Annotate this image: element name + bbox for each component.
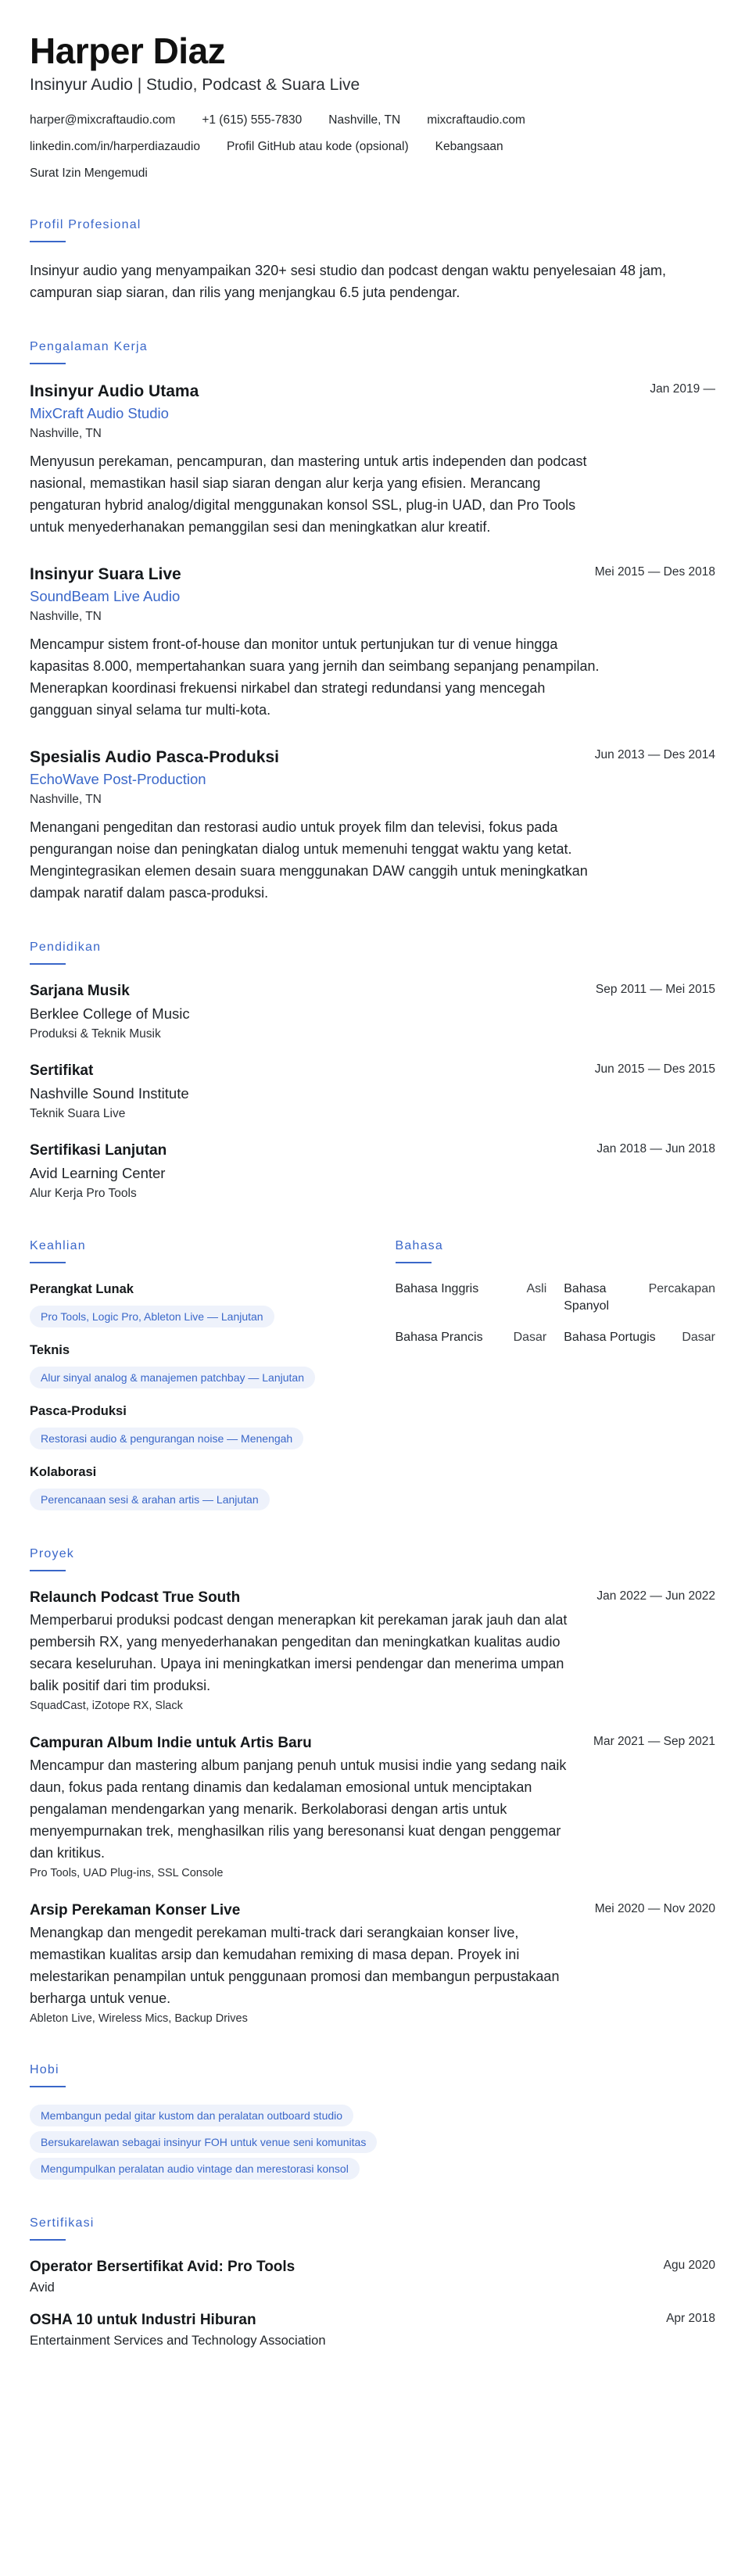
summary-section: [30, 217, 715, 303]
contact-github[interactable]: Profil GitHub atau kode (opsional): [227, 140, 409, 153]
skill-group: [30, 1403, 358, 1449]
hobby-chip: Bersukarelawan sebagai insinyur FOH untuk venue seni komunitas: [30, 2131, 377, 2153]
certification-date: Agu 2020: [663, 2259, 715, 2272]
section-title-languages: Bahasa: [395, 1239, 443, 1252]
skill-category: Pasca-Produksi: [30, 1404, 127, 1418]
job-description: Menyusun perekaman, pencampuran, dan mastering untuk artis independen dan podcast nasional, memastikan hasil siap siaran dengan alur kerja yang efisien. Merancang pengaturan hybrid analog/digital menggunakan konsol SSL, plug-in UAD, dan Pro Tools untuk menyederhanakan pemanggilan sesi dan meningkatkan alur kreatif.: [30, 453, 587, 535]
skill-category: Teknis: [30, 1343, 70, 1357]
job-company: MixCraft Audio Studio: [30, 405, 169, 421]
language-name: Bahasa Inggris: [395, 1282, 479, 1295]
language-name: Bahasa Portugis: [564, 1331, 656, 1344]
education-item: [30, 1062, 715, 1123]
experience-dates: Jan 2019 —: [650, 382, 715, 396]
contact-location: Nashville, TN: [328, 113, 401, 127]
section-title-summary: Profil Profesional: [30, 218, 141, 231]
headline: Insinyur Audio | Studio, Podcast & Suara Live: [30, 76, 360, 94]
skill-category: Perangkat Lunak: [30, 1282, 134, 1296]
contact-nationality: Kebangsaan: [435, 140, 503, 153]
certification-date: Apr 2018: [666, 2312, 715, 2325]
section-divider: [30, 363, 66, 364]
education-field: Produksi & Teknik Musik: [30, 1027, 161, 1041]
languages-section: [396, 1238, 716, 1510]
language-name: Bahasa Prancis: [395, 1331, 483, 1344]
projects-section: [30, 1546, 715, 2026]
language-level: Dasar: [513, 1331, 547, 1344]
education-section: [30, 940, 715, 1202]
project-tech: Pro Tools, UAD Plug-ins, SSL Console: [30, 1867, 224, 1879]
project-tech: Ableton Live, Wireless Mics, Backup Drives: [30, 2012, 248, 2025]
project-title: Arsip Perekaman Konser Live: [30, 1902, 241, 1919]
experience-item: [30, 747, 715, 904]
project-description: Menangkap dan mengedit perekaman multi-track dari serangkaian konser live, memastikan kualitas arsip dan kemudahan remixing di masa depan. Proyek ini melestarikan penampilan untuk penggunaan promosi dan membangun perpustakaan berharga untuk venue.: [30, 1925, 560, 2006]
job-description: Menangani pengeditan dan restorasi audio untuk proyek film dan televisi, fokus pada pengurangan noise dan peningkatan dialog untuk memenuhi tenggat waktu yang ketat. Mengintegrasikan elemen desain suara menggunakan DAW canggih untuk meningkatkan dampak naratif dalam pasca-produksi.: [30, 819, 588, 901]
language-level: Percakapan: [648, 1282, 715, 1295]
section-divider: [396, 1262, 432, 1263]
certification-issuer: Entertainment Services and Technology Association: [30, 2334, 326, 2348]
education-degree: Sarjana Musik: [30, 983, 130, 999]
skill-category: Kolaborasi: [30, 1465, 97, 1479]
education-degree: Sertifikasi Lanjutan: [30, 1142, 167, 1159]
project-tech: SquadCast, iZotope RX, Slack: [30, 1700, 183, 1712]
section-title-education: Pendidikan: [30, 940, 102, 954]
education-school: Berklee College of Music: [30, 1005, 190, 1022]
education-item: [30, 982, 715, 1043]
section-divider: [30, 2086, 66, 2087]
project-title: Campuran Album Indie untuk Artis Baru: [30, 1735, 312, 1751]
language-item: [396, 1281, 547, 1315]
experience-section: [30, 339, 715, 904]
skills-languages-row: [30, 1238, 715, 1510]
section-title-projects: Proyek: [30, 1547, 74, 1560]
job-title: Spesialis Audio Pasca-Produksi: [30, 748, 279, 766]
job-location: Nashville, TN: [30, 610, 102, 623]
summary-text: Insinyur audio yang menyampaikan 320+ sesi studio dan podcast dengan waktu penyelesaian 48 jam, campuran siap siaran, dan rilis yang menjangkau 6.5 juta pendengar.: [30, 263, 667, 300]
section-title-hobbies: Hobi: [30, 2063, 59, 2076]
certification-item: [30, 2258, 715, 2297]
contact-list: [30, 113, 639, 181]
skills-section: [30, 1238, 358, 1510]
skill-chip: Alur sinyal analog & manajemen patchbay — Lanjutan: [30, 1367, 315, 1388]
job-title: Insinyur Suara Live: [30, 565, 181, 583]
project-dates: Mar 2021 — Sep 2021: [593, 1735, 715, 1748]
language-item: [396, 1329, 547, 1346]
hobby-list: [30, 2105, 715, 2180]
language-name: Bahasa Spanyol: [564, 1282, 610, 1313]
contact-linkedin[interactable]: linkedin.com/in/harperdiazaudio: [30, 140, 200, 153]
skill-group: [30, 1342, 358, 1388]
section-title-experience: Pengalaman Kerja: [30, 340, 148, 353]
language-item: [564, 1329, 715, 1346]
job-title: Insinyur Audio Utama: [30, 382, 199, 400]
project-item: [30, 1589, 715, 1714]
section-title-certifications: Sertifikasi: [30, 2216, 95, 2230]
section-divider: [30, 963, 66, 965]
job-location: Nashville, TN: [30, 793, 102, 806]
education-field: Teknik Suara Live: [30, 1107, 126, 1120]
section-divider: [30, 2239, 66, 2241]
hobbies-section: [30, 2062, 715, 2180]
contact-phone[interactable]: +1 (615) 555-7830: [202, 113, 303, 127]
certification-title: OSHA 10 untuk Industri Hiburan: [30, 2312, 256, 2328]
certification-issuer: Avid: [30, 2280, 55, 2295]
language-level: Dasar: [682, 1331, 715, 1344]
section-divider: [30, 1570, 66, 1571]
skill-group: [30, 1464, 358, 1510]
job-location: Nashville, TN: [30, 427, 102, 440]
education-school: Nashville Sound Institute: [30, 1085, 189, 1102]
project-title: Relaunch Podcast True South: [30, 1589, 241, 1606]
skill-chip: Pro Tools, Logic Pro, Ableton Live — Lanjutan: [30, 1306, 274, 1327]
job-description: Mencampur sistem front-of-house dan monitor untuk pertunjukan tur di venue hingga kapasitas 8.000, mempertahankan suara yang jernih dan seimbang sepanjang penampilan. Menerapkan koordinasi frekuensi nirkabel dan strategi redundansi yang mencegah gangguan sinyal selama tur multi-kota.: [30, 636, 600, 718]
project-dates: Mei 2020 — Nov 2020: [594, 1902, 715, 1915]
experience-item: [30, 564, 715, 721]
contact-email[interactable]: harper@mixcraftaudio.com: [30, 113, 176, 127]
contact-driving-license: Surat Izin Mengemudi: [30, 167, 148, 180]
language-item: [564, 1281, 715, 1315]
education-degree: Sertifikat: [30, 1062, 94, 1079]
education-school: Avid Learning Center: [30, 1165, 166, 1181]
candidate-name: Harper Diaz: [30, 30, 226, 71]
project-item: [30, 1901, 715, 2026]
education-item: [30, 1141, 715, 1202]
project-description: Memperbarui produksi podcast dengan menerapkan kit perekaman jarak jauh dan alat pembersih RX, yang menyederhanakan pengeditan dan meningkatkan kualitas audio secara keseluruhan. Upaya ini meningkatkan imersi pendengar dan menerima umpan balik positif dari tim produksi.: [30, 1612, 568, 1693]
contact-website[interactable]: mixcraftaudio.com: [427, 113, 525, 127]
job-company: SoundBeam Live Audio: [30, 588, 181, 604]
project-description: Mencampur dan mastering album panjang penuh untuk musisi indie yang sedang naik daun, fokus pada rentang dinamis dan kedalaman emosional untuk menciptakan pengalaman mendengarkan yang menarik. Berkolaborasi dengan artis untuk menyempurnakan trek, menghasilkan rilis yang beresonansi kuat dengan penggemar dan kritikus.: [30, 1757, 567, 1861]
project-item: [30, 1734, 715, 1881]
skill-chip: Perencanaan sesi & arahan artis — Lanjutan: [30, 1489, 270, 1510]
experience-dates: Jun 2013 — Des 2014: [594, 748, 715, 761]
education-dates: Jan 2018 — Jun 2018: [596, 1142, 715, 1155]
experience-dates: Mei 2015 — Des 2018: [594, 565, 715, 579]
certifications-section: [30, 2216, 715, 2350]
resume-header: [30, 30, 715, 181]
certification-title: Operator Bersertifikat Avid: Pro Tools: [30, 2259, 295, 2275]
section-divider: [30, 241, 66, 242]
education-dates: Jun 2015 — Des 2015: [594, 1062, 715, 1076]
hobby-chip: Membangun pedal gitar kustom dan peralatan outboard studio: [30, 2105, 353, 2126]
experience-item: [30, 382, 715, 538]
skill-chip: Restorasi audio & pengurangan noise — Menengah: [30, 1428, 303, 1449]
education-field: Alur Kerja Pro Tools: [30, 1187, 137, 1200]
language-grid: [396, 1281, 716, 1346]
project-dates: Jan 2022 — Jun 2022: [596, 1589, 715, 1603]
language-level: Asli: [526, 1282, 547, 1295]
section-divider: [30, 1262, 66, 1263]
job-company: EchoWave Post-Production: [30, 771, 206, 787]
education-dates: Sep 2011 — Mei 2015: [595, 983, 715, 996]
skill-group: [30, 1281, 358, 1327]
certification-item: [30, 2311, 715, 2350]
hobby-chip: Mengumpulkan peralatan audio vintage dan merestorasi konsol: [30, 2158, 360, 2180]
section-title-skills: Keahlian: [30, 1239, 86, 1252]
